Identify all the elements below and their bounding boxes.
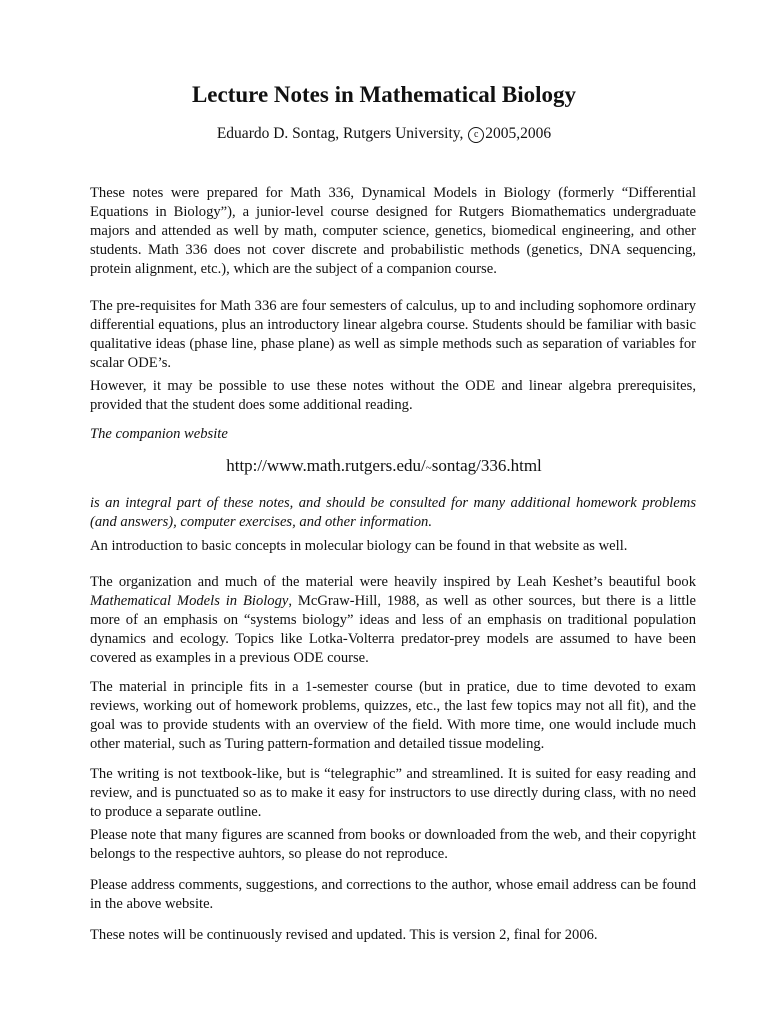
copyright-icon: c (468, 127, 484, 143)
author-line (0, 125, 768, 143)
url-prefix: http://www.math.rutgers.edu/ (226, 456, 426, 475)
paragraph-comments: Please address comments, suggestions, and corrections to the author, whose email address can be found in the above website. (90, 877, 696, 912)
paragraph-version: These notes will be continuously revised and updated. This is version 2, final for 2006. (90, 927, 598, 943)
paragraph-writing-style: The writing is not textbook-like, but is “telegraphic” and streamlined. It is suited for easy reading and review, and is punctuated so as to make it easy for instructors to use directly during class, with no need to produce a separate outline. (90, 766, 696, 820)
website-url[interactable] (0, 456, 768, 476)
document-title: Lecture Notes in Mathematical Biology (191, 82, 577, 107)
url-suffix: sontag/336.html (431, 456, 542, 475)
paragraph-alternative: However, it may be possible to use these notes without the ODE and linear algebra prerequisites, provided that the student does some additional reading. (90, 378, 696, 413)
copyright-years: 2005,2006 (485, 125, 552, 142)
book-title: Mathematical Models in Biology (90, 593, 289, 609)
url-tilde: ~ (425, 462, 432, 474)
paragraph-organization-end: , McGraw-Hill, 1988, as well as other sources, but there is a little more of an emphasis on “systems biology” ideas and less of an emphasis on traditional population dynamics and ecology. Topics like Lotka-Volterra predator-prey models are assumed to have been covered as examples in a previous ODE course. (90, 593, 696, 666)
paragraph-molecular-biology: An introduction to basic concepts in molecular biology can be found in that website as well. (90, 538, 628, 554)
paragraph-intro: These notes were prepared for Math 336, Dynamical Models in Biology (formerly “Differential Equations in Biology”), a junior-level course designed for Rutgers Biomathematics undergraduate majors and attended as well by math, computer science, genetics, biomedical engineering, and other students. Math 336 does not cover discrete and probabilistic methods (genetics, DNA sequencing, protein alignment, etc.), which are the subject of a companion course. (90, 185, 696, 277)
paragraph-course-material: The material in principle fits in a 1-semester course (but in pratice, due to time devoted to exam reviews, working out of homework problems, quizzes, etc., the last few topics may not all fit), and the goal was to provide students with an overview of the field. With more time, one would include much other material, such as Turing pattern-formation and detailed tissue modeling. (90, 679, 696, 752)
paragraph-organization (90, 573, 696, 668)
paragraph-figures-copyright: Please note that many figures are scanned from books or downloaded from the web, and their copyright belongs to the respective auhtors, so please do not reproduce. (90, 827, 696, 862)
paragraph-website-note: is an integral part of these notes, and should be consulted for many additional homework problems (and answers), computer exercises, and other information. (90, 495, 696, 530)
paragraph-companion-website: The companion website (90, 426, 228, 442)
author-name: Eduardo D. Sontag, Rutgers University, (216, 125, 464, 142)
paragraph-organization-start: The organization and much of the material were heavily inspired by Leah Keshet’s beautiful book (90, 574, 696, 590)
paragraph-prerequisites: The pre-requisites for Math 336 are four semesters of calculus, up to and including sophomore ordinary differential equations, plus an introductory linear algebra course. Students should be familiar with basic qualitative ideas (phase line, phase plane) as well as simple methods such as separation of variables for scalar ODE’s. (90, 298, 696, 371)
